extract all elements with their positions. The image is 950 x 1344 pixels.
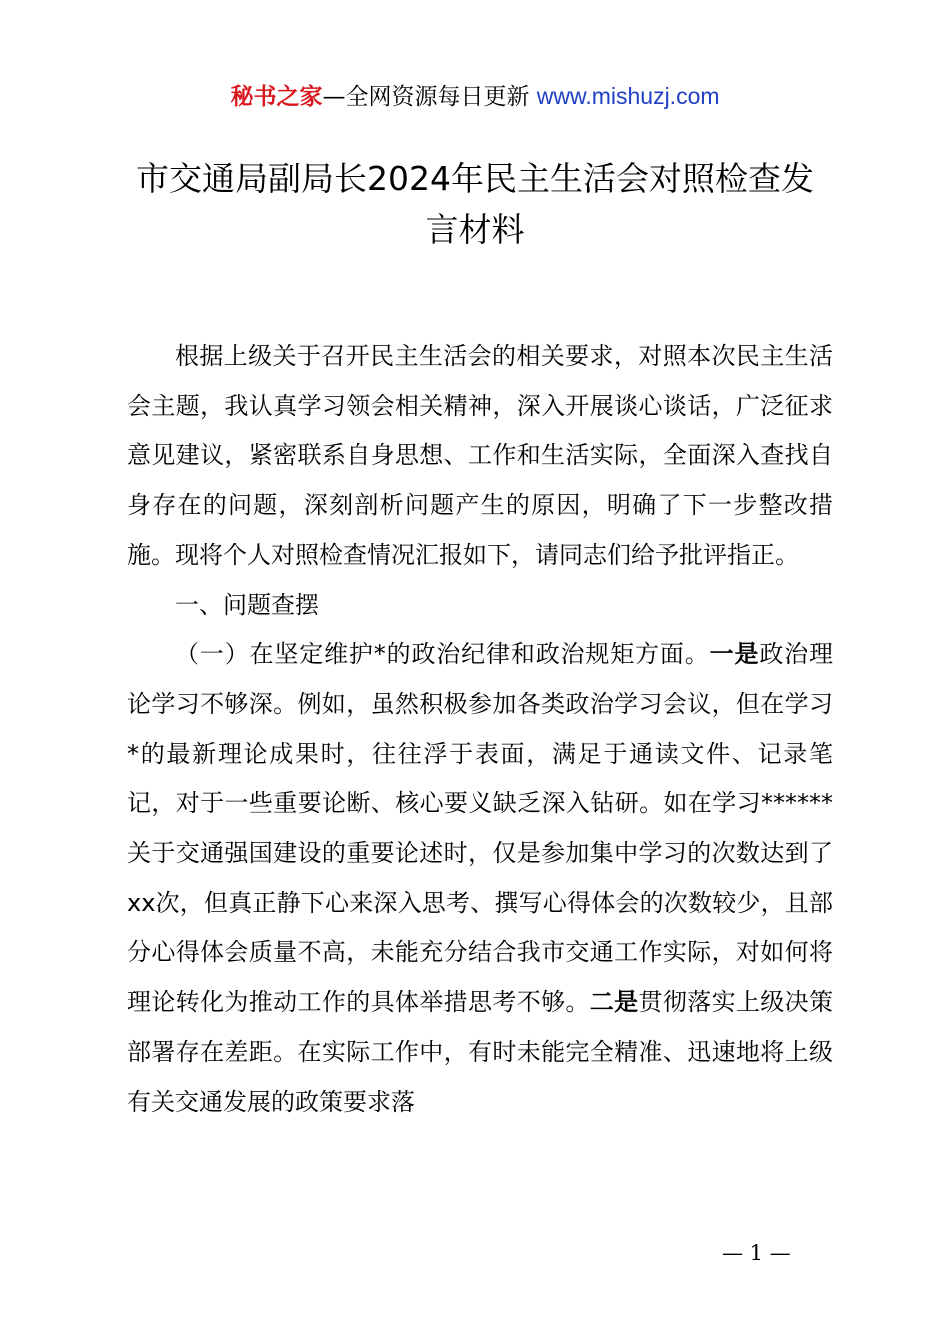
header-brand: 秘书之家 bbox=[230, 84, 323, 110]
header-url-link[interactable]: www.mishuzj.com bbox=[536, 83, 720, 109]
site-header bbox=[0, 80, 950, 113]
document-title: 市交通局副局长2024年民主生活会对照检查发言材料 bbox=[136, 159, 814, 249]
intro-paragraph: 根据上级关于召开民主生活会的相关要求，对照本次民主生活会主题，我认真学习领会相关精神，深入开展谈心谈话，广泛征求意见建议，紧密联系自身思想、工作和生活实际，全面深入查找自身存在的问题，深刻剖析问题产生的原因，明确了下一步整改措施。现将个人对照检查情况汇报如下，请同志们给予批评指正。 bbox=[127, 342, 833, 569]
header-tagline: —全网资源每日更新 bbox=[322, 84, 530, 110]
point-marker-1: 一是 bbox=[709, 640, 760, 669]
point-text-1: 政治理论学习不够深。例如，虽然积极参加各类政治学习会议，但在学习*的最新理论成果时，往往浮于表面，满足于通读文件、记录笔记，对于一些重要论断、核心要义缺乏深入钻研。如在学习******关于交通强国建设的重要论述时，仅是参加集中学习的次数达到了xx次，但真正静下心来深入思考、撰写心得体会的次数较少，且部分心得体会质量不高，未能充分结合我市交通工作实际，对如何将理论转化为推动工作的具体举措思考不够。 bbox=[127, 640, 834, 1017]
point-text-2: 贯彻落实上级决策部署存在差距。在实际工作中，有时未能完全精准、迅速地将上级有关交通发展的政策要求落 bbox=[127, 988, 834, 1116]
document-body bbox=[127, 332, 833, 1127]
subsection-heading: （一）在坚定维护*的政治纪律和政治规矩方面。 bbox=[175, 640, 710, 669]
subsection-paragraph bbox=[127, 630, 833, 1127]
point-marker-2: 二是 bbox=[589, 988, 639, 1017]
section-heading: 一、问题查摆 bbox=[175, 590, 319, 619]
page-number: — 1 — bbox=[722, 1241, 791, 1265]
